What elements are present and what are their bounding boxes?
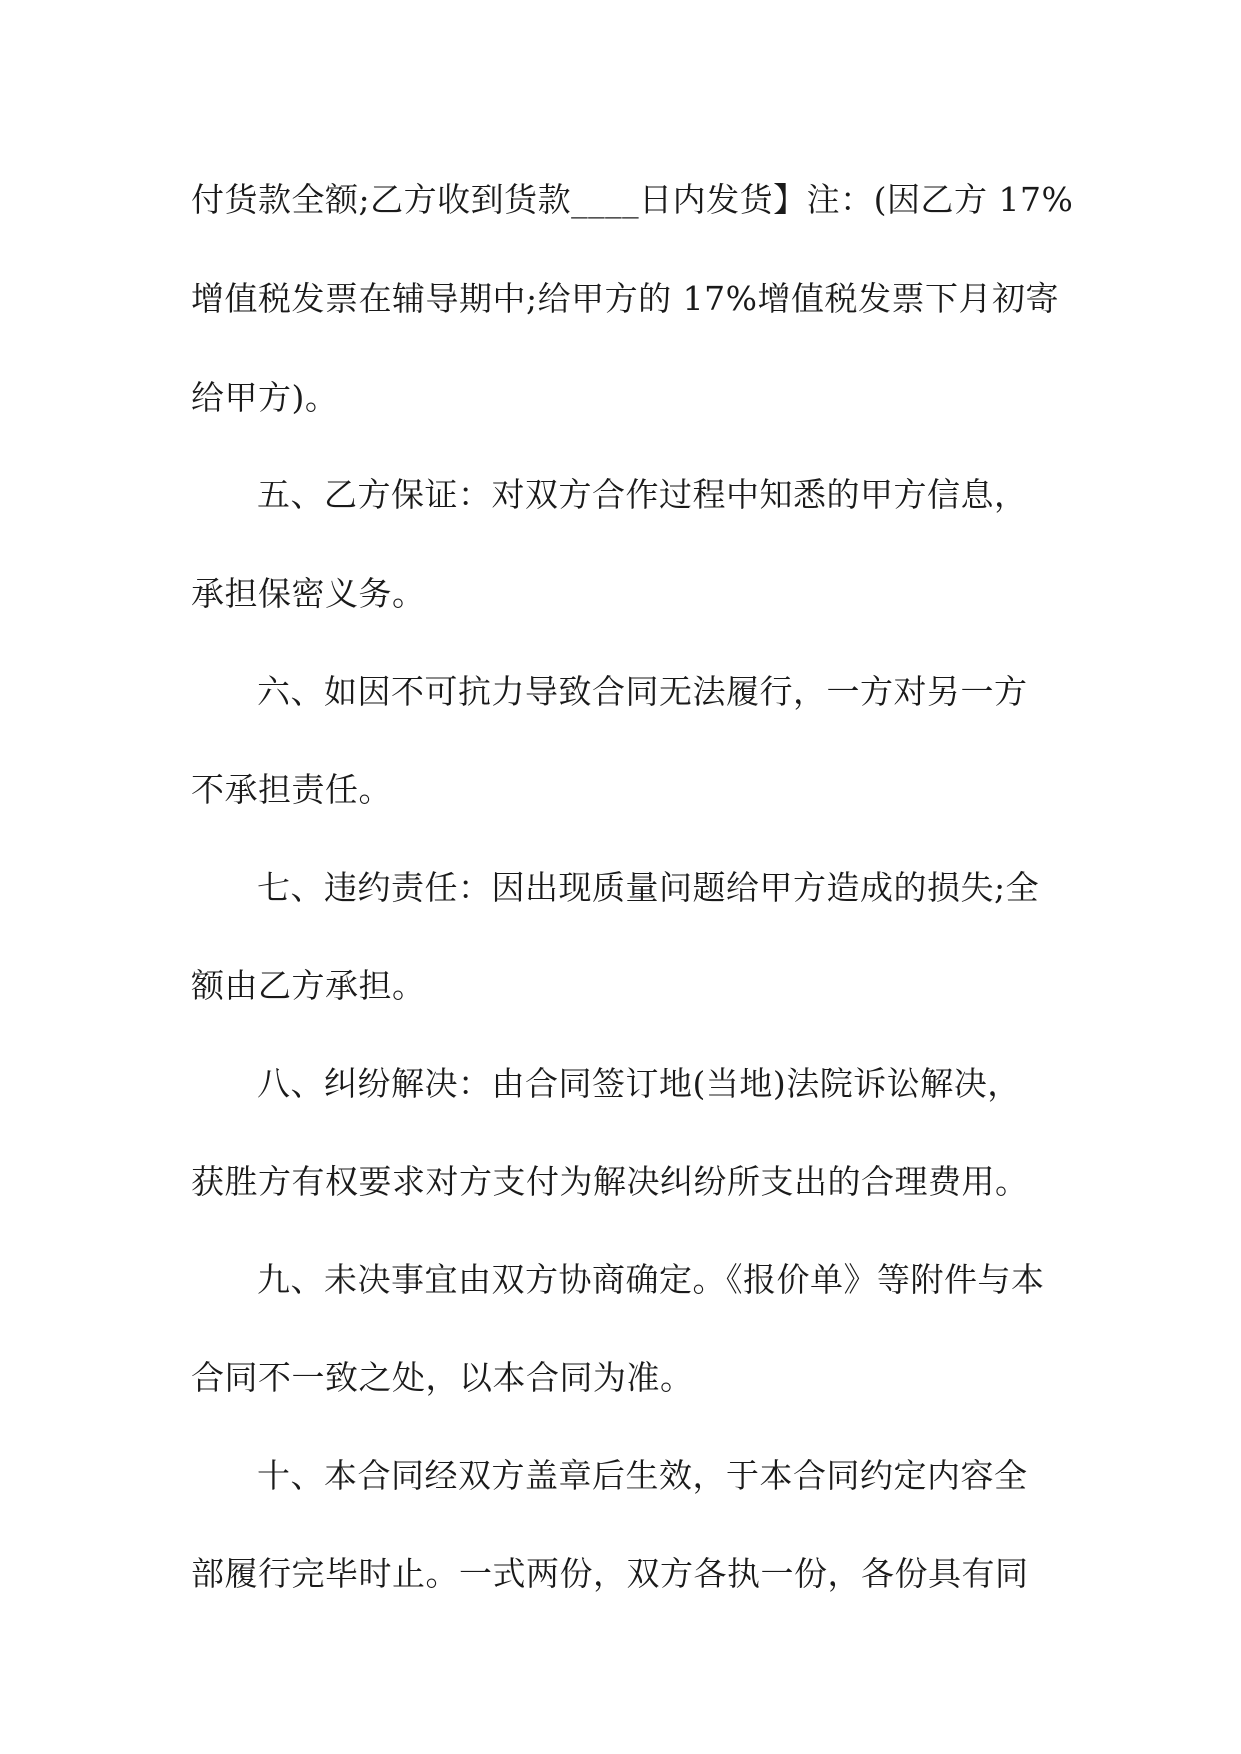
clause-9-line-2: 合同不一致之处，以本合同为准。	[191, 1358, 694, 1397]
clause-10-line-2: 部履行完毕时止。一式两份，双方各执一份，各份具有同	[191, 1554, 1029, 1593]
text-line-1: 付货款全额;乙方收到货款____日内发货】注：(因乙方 17%	[191, 180, 1074, 219]
clause-9-line-1: 九、未决事宜由双方协商确定。《报价单》等附件与本	[257, 1260, 1045, 1299]
clause-6-line-2: 不承担责任。	[191, 770, 392, 809]
text-line-3: 给甲方)。	[191, 378, 339, 417]
clause-7-line-1: 七、违约责任：因出现质量问题给甲方造成的损失;全	[257, 868, 1040, 907]
clause-5-line-2: 承担保密义务。	[191, 574, 426, 613]
clause-5-line-1: 五、乙方保证：对双方合作过程中知悉的甲方信息，	[257, 475, 1028, 514]
clause-10-line-1: 十、本合同经双方盖章后生效，于本合同约定内容全	[257, 1456, 1028, 1495]
clause-6-line-1: 六、如因不可抗力导致合同无法履行，一方对另一方	[257, 672, 1028, 711]
clause-8-line-1: 八、纠纷解决：由合同签订地(当地)法院诉讼解决，	[257, 1064, 1021, 1103]
text-line-2: 增值税发票在辅导期中;给甲方的 17%增值税发票下月初寄	[191, 279, 1059, 318]
clause-7-line-2: 额由乙方承担。	[191, 966, 426, 1005]
clause-8-line-2: 获胜方有权要求对方支付为解决纠纷所支出的合理费用。	[191, 1162, 1029, 1201]
